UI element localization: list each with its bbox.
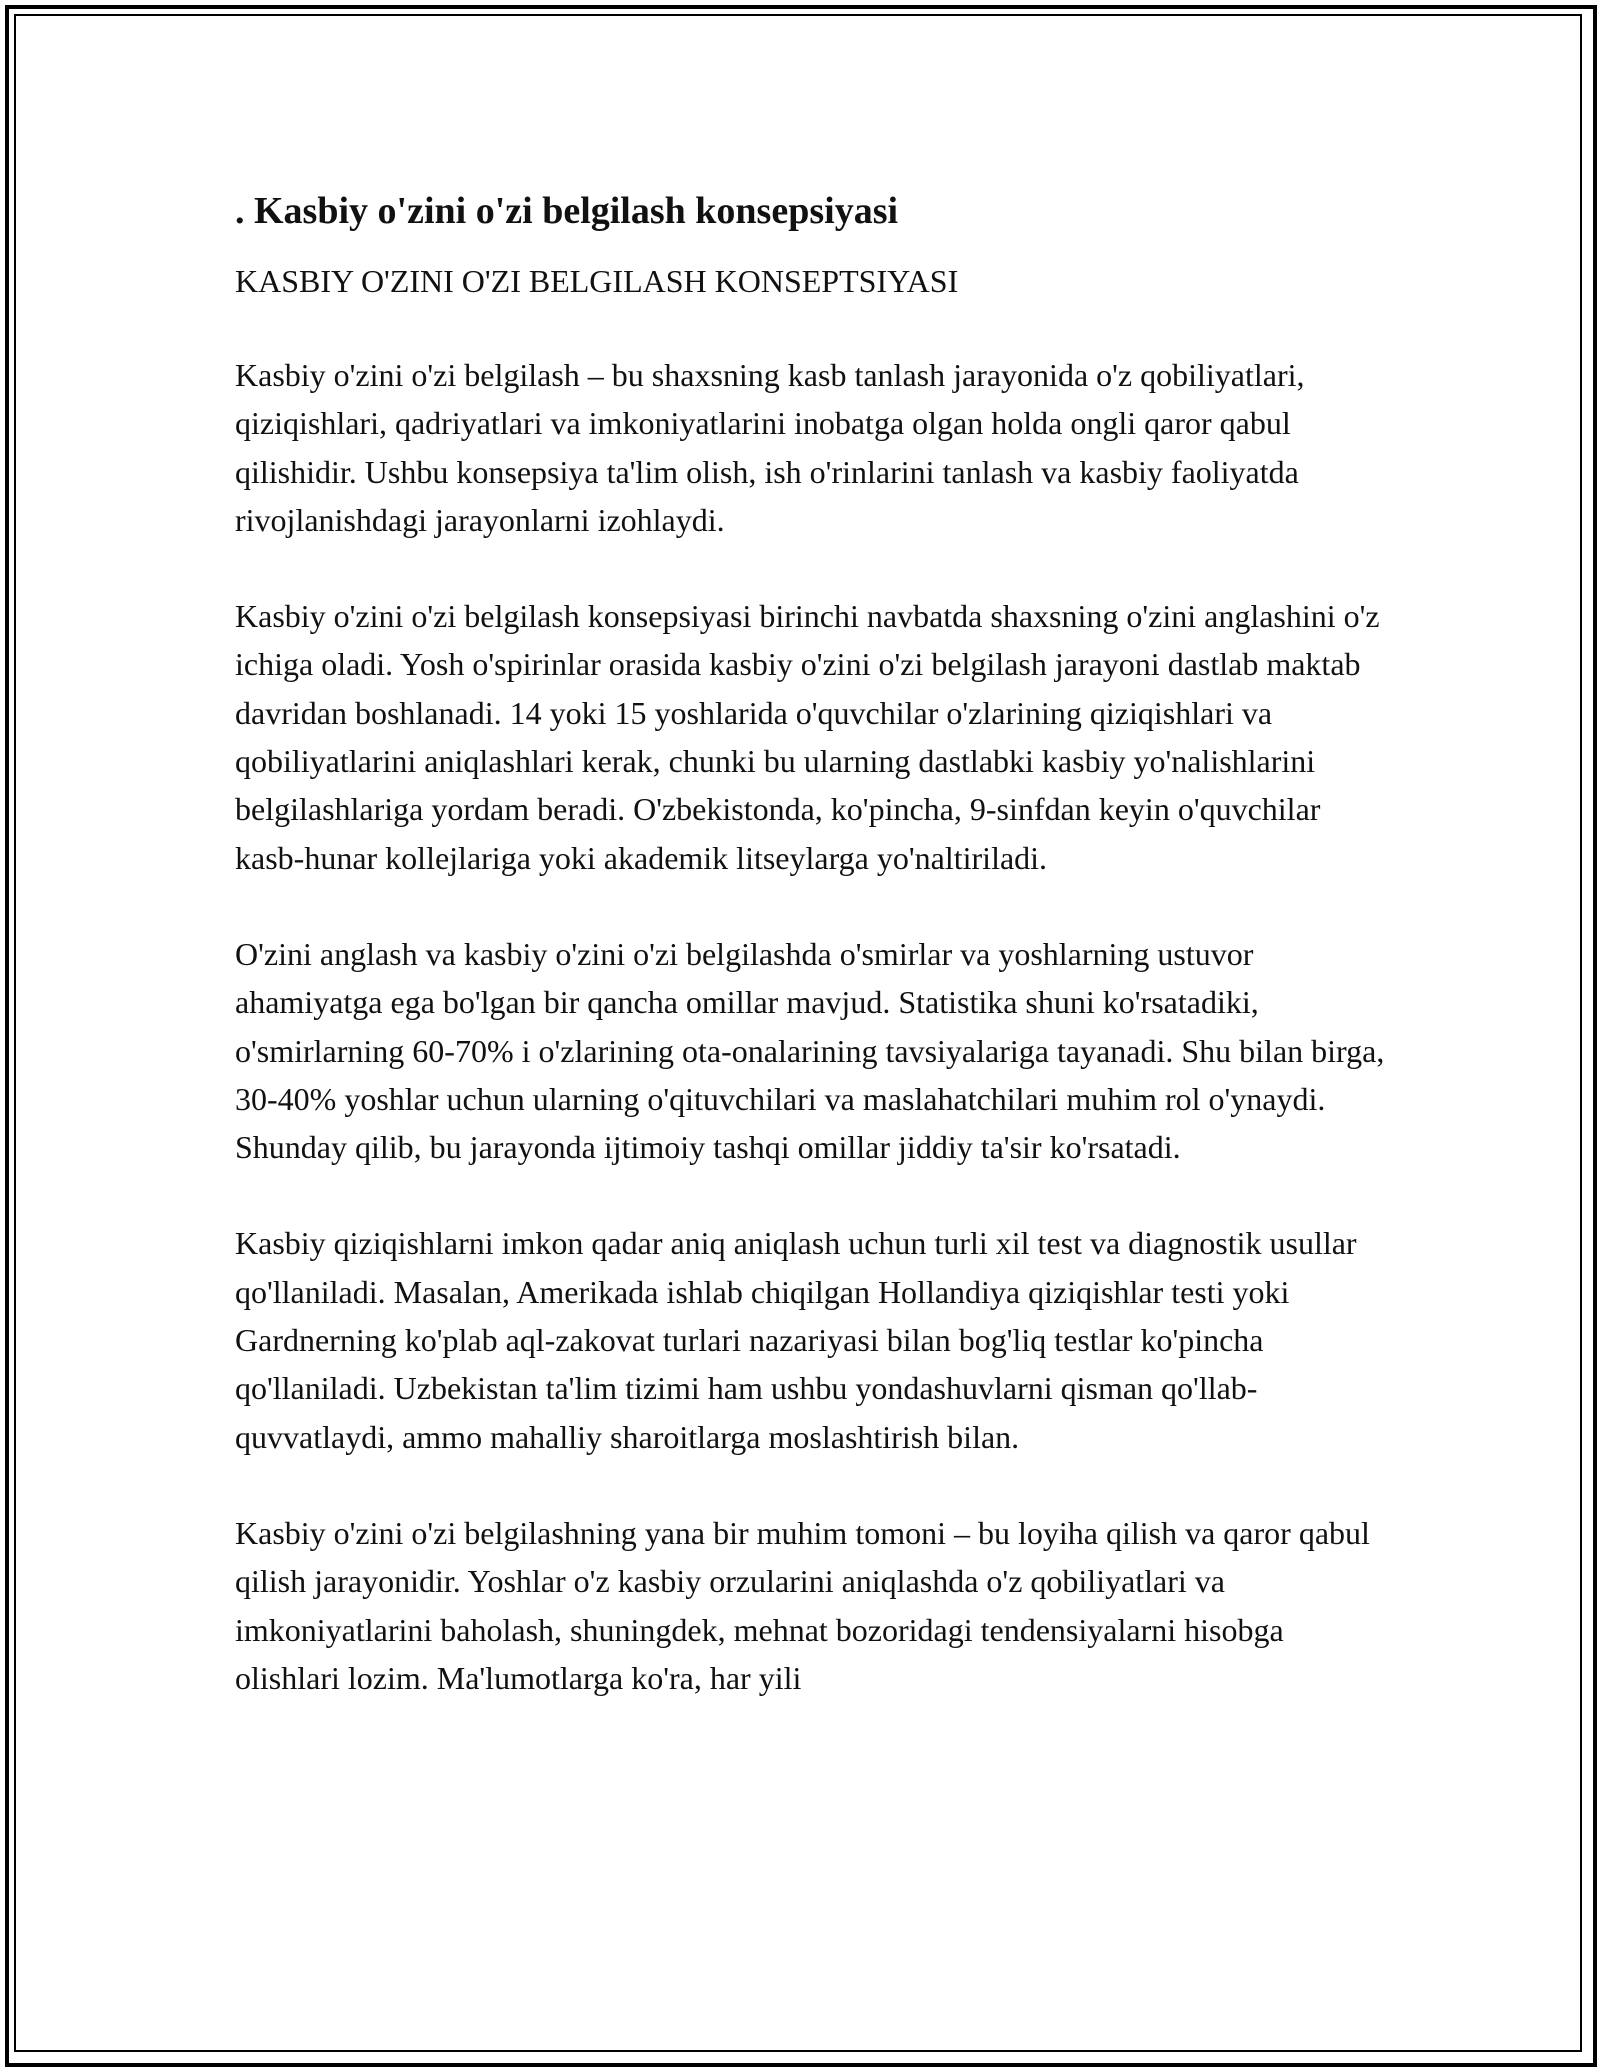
document-subtitle: KASBIY O'ZINI O'ZI BELGILASH KONSEPTSIYASI [235, 263, 959, 299]
paragraph: O'zini anglash va kasbiy o'zini o'zi belgilashda o'smirlar va yoshlarning ustuvor ahamiyatga ega bo'lgan bir qancha omillar mavjud. Statistika shuni ko'rsatadiki, o'smirlarning 60-70% i o'zlarining ota-onalarining tavsiyalariga tayanadi. Shu bilan birga, 30-40% yoshlar uchun ularning o'qituvchilari va maslahatchilari muhim rol o'ynaydi. Shunday qilib, bu jarayonda ijtimoiy tashqi omillar jiddiy ta'sir ko'rsatadi. [235, 935, 1385, 1166]
paragraph: Kasbiy o'zini o'zi belgilash – bu shaxsning kasb tanlash jarayonida o'z qobiliyatlari, qiziqishlari, qadriyatlari va imkoniyatlarini inobatga olgan holda ongli qaror qabul qilishidir. Ushbu konsepsiya ta'lim olish, ish o'rinlarini tanlash va kasbiy faoliyatda rivojlanishdagi jarayonlarni izohlaydi. [235, 357, 1305, 538]
paragraph: Kasbiy o'zini o'zi belgilash konsepsiyasi birinchi navbatda shaxsning o'zini anglashini o'z ichiga oladi. Yosh o'spirinlar orasida kasbiy o'zini o'zi belgilash jarayoni dastlab maktab davridan boshlanadi. 14 yoki 15 yoshlarida o'quvchilar o'zlarining qiziqishlari va qobiliyatlarini aniqlashlari kerak, chunki bu ularning dastlabki kasbiy yo'nalishlarini belgilashlariga yordam beradi. O'zbekistonda, ko'pincha, 9-sinfdan keyin o'quvchilar kasb-hunar kollejlariga yoki akademik litseylarga yo'naltiriladi. [235, 598, 1380, 876]
paragraph: Kasbiy o'zini o'zi belgilashning yana bir muhim tomoni – bu loyiha qilish va qaror qabul qilish jarayonidir. Yoshlar o'z kasbiy orzularini aniqlashda o'z qobiliyatlari va imkoniyatlarini baholash, shuningdek, mehnat bozoridagi tendensiyalarni hisobga olishlari lozim. Ma'lumotlarga ko'ra, har yili [235, 1514, 1370, 1696]
paragraph: Kasbiy qiziqishlarni imkon qadar aniq aniqlash uchun turli xil test va diagnostik usullar qo'llaniladi. Masalan, Amerikada ishlab chiqilgan Hollandiya qiziqishlar testi yoki Gardnerning ko'plab aql-zakovat turlari nazariyasi bilan bog'liq testlar ko'pincha qo'llaniladi. Uzbekistan ta'lim tizimi ham ushbu yondashuvlarni qisman qo'llab-quvvatlaydi, ammo mahalliy sharoitlarga moslashtirish bilan. [235, 1225, 1357, 1455]
document-body [235, 186, 1395, 1702]
document-title: . Kasbiy o'zini o'zi belgilash konsepsiyasi [235, 190, 899, 232]
